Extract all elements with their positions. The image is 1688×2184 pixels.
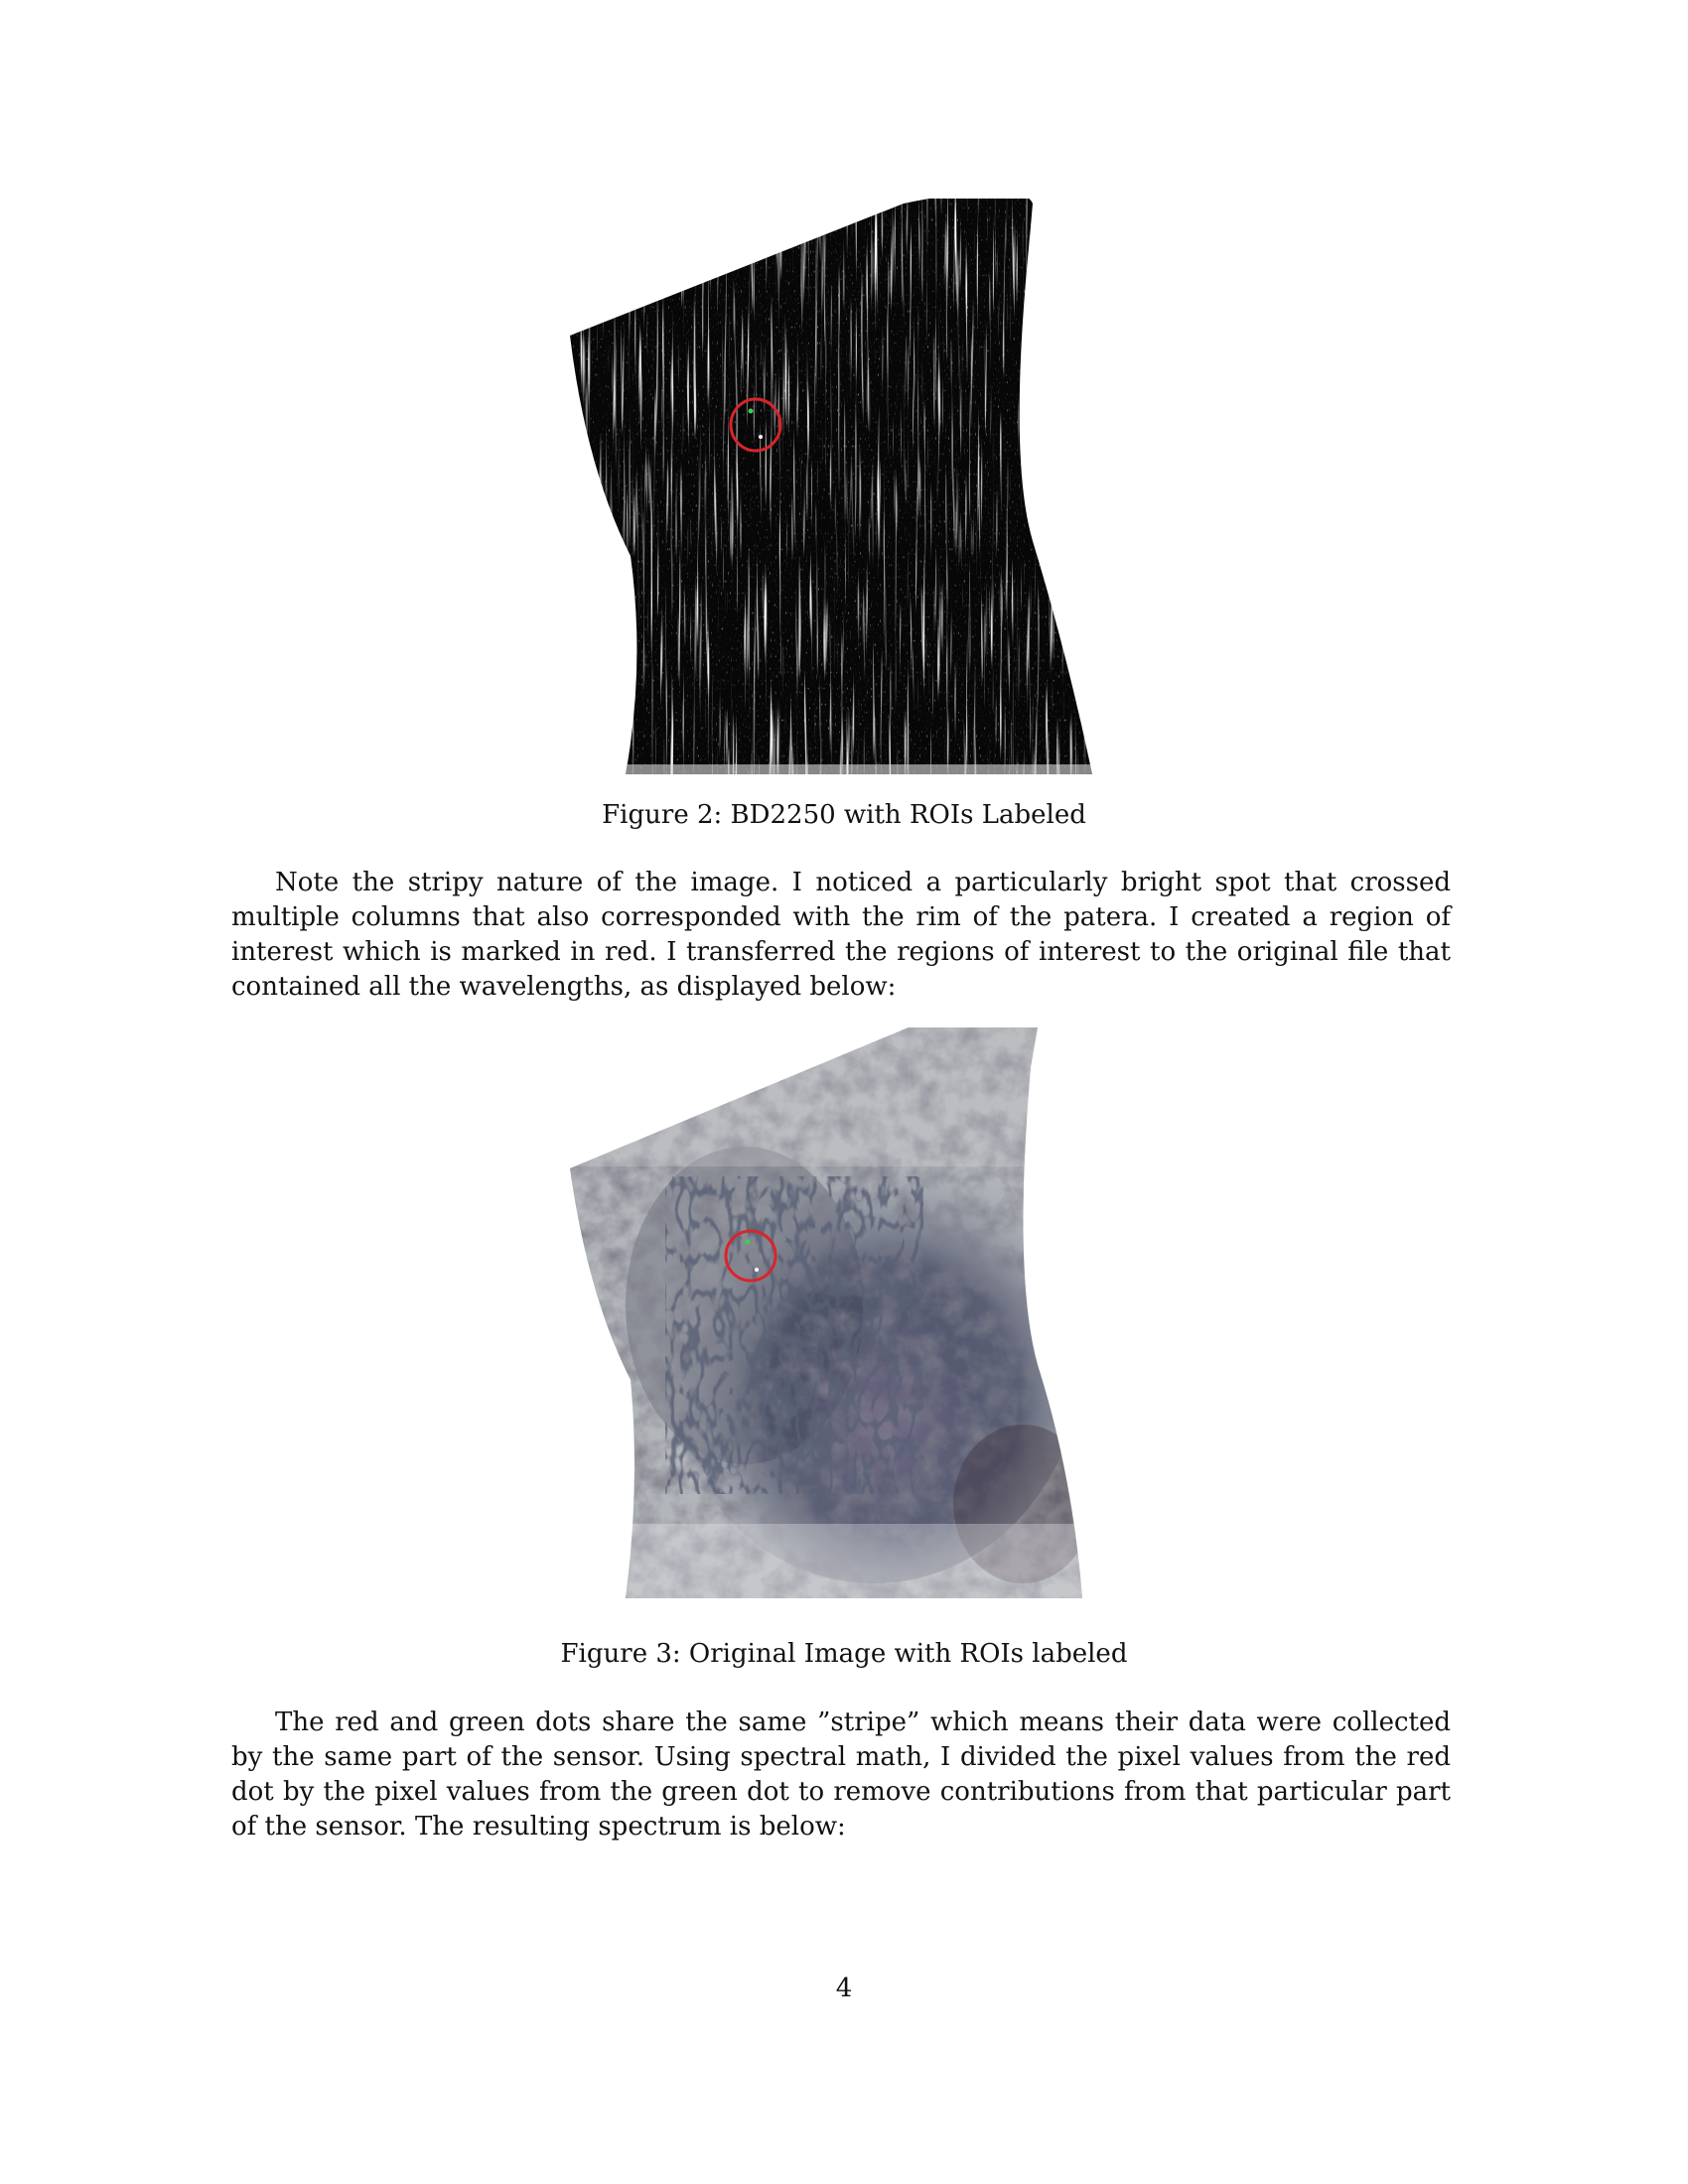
body-paragraph-2: The red and green dots share the same ”stripe” which means their data were collected by the same part of the sensor. Using spectral math, I divided the pixel values from the red dot by the pixel values from the green dot to remove contributions from that particular part of the sensor. The resulting spectrum is below: xyxy=(231,1707,1451,1842)
figure-2-caption: Figure 2: BD2250 with ROIs Labeled xyxy=(602,800,1086,830)
roi-green-dot-2 xyxy=(746,1240,751,1245)
roi-green-dot xyxy=(749,409,754,414)
roi-red-dot-2 xyxy=(755,1268,759,1272)
figure-2-image xyxy=(566,199,1097,779)
figure-3-caption: Figure 3: Original Image with ROIs labeled xyxy=(560,1639,1128,1669)
roi-red-dot xyxy=(759,435,763,439)
body-paragraph-1: Note the stripy nature of the image. I noticed a particularly bright spot that crossed multiple columns that also corresponded with the rim of the patera. I created a region of interest which is marked in red. I transferred the regions of interest to the original file that contained all the wavelengths, as displayed below: xyxy=(231,868,1451,1002)
figure-3-image xyxy=(566,1027,1097,1603)
page-number: 4 xyxy=(835,1974,853,2003)
